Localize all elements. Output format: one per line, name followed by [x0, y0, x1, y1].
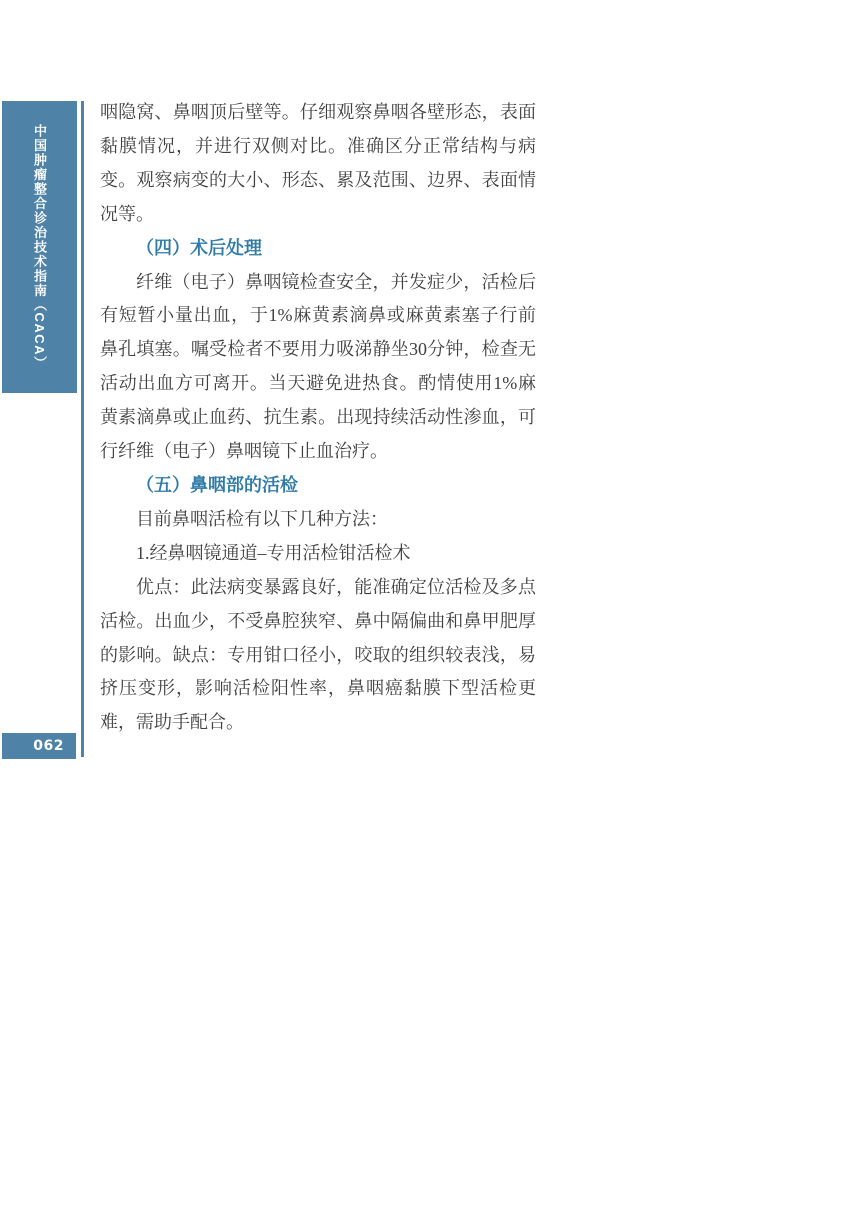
section-heading: [100, 469, 536, 503]
text-line: 目前鼻咽活检有以下几种方法：: [136, 508, 388, 529]
vertical-divider: [81, 101, 84, 757]
sidebar-tab: [2, 101, 77, 393]
text-line: 黏膜情况，并进行双侧对比。准确区分正常结构与病: [100, 135, 536, 156]
paragraph: [100, 537, 536, 571]
text-line: 咽隐窝、鼻咽顶后壁等。仔细观察鼻咽各壁形态，表面: [100, 102, 536, 122]
text-line: 的影响。缺点：专用钳口径小，咬取的组织较表浅，易: [100, 644, 536, 665]
paragraph: [100, 571, 536, 741]
paragraph: [100, 96, 536, 232]
book-title-vertical: 中国肿瘤整合诊治技术指南（CACA）: [32, 123, 47, 371]
text-line: 纤维（电子）鼻咽镜检查安全，并发症少，活检后: [136, 271, 536, 292]
section-heading: [100, 232, 536, 266]
text-line: 1.经鼻咽镜通道–专用活检钳活检术: [136, 542, 411, 563]
text-line: 优点：此法病变暴露良好，能准确定位活检及多点: [136, 576, 536, 597]
text-line: 况等。: [100, 203, 154, 224]
content-column: [100, 96, 536, 740]
text-line: 鼻孔填塞。嘱受检者不要用力吸涕静坐30分钟，检查无: [100, 339, 536, 360]
heading-line: （四）术后处理: [136, 237, 262, 258]
text-line: 变。观察病变的大小、形态、累及范围、边界、表面情: [100, 169, 536, 190]
page-number: 062: [33, 738, 64, 754]
text-line: 行纤维（电子）鼻咽镜下止血治疗。: [100, 441, 388, 462]
paragraph: [100, 266, 536, 469]
text-line: 有短暂小量出血，于1%麻黄素滴鼻或麻黄素塞子行前: [100, 305, 536, 326]
paragraph: [100, 503, 536, 537]
page-number-badge: [2, 733, 76, 759]
text-line: 活动出血方可离开。当天避免进热食。酌情使用1%麻: [100, 373, 536, 394]
text-line: 黄素滴鼻或止血药、抗生素。出现持续活动性渗血，可: [100, 407, 536, 428]
text-line: 挤压变形，影响活检阳性率，鼻咽癌黏膜下型活检更: [100, 678, 536, 699]
text-line: 难，需助手配合。: [100, 712, 244, 733]
text-line: 活检。出血少，不受鼻腔狭窄、鼻中隔偏曲和鼻甲肥厚: [100, 610, 536, 631]
heading-line: （五）鼻咽部的活检: [136, 474, 298, 495]
